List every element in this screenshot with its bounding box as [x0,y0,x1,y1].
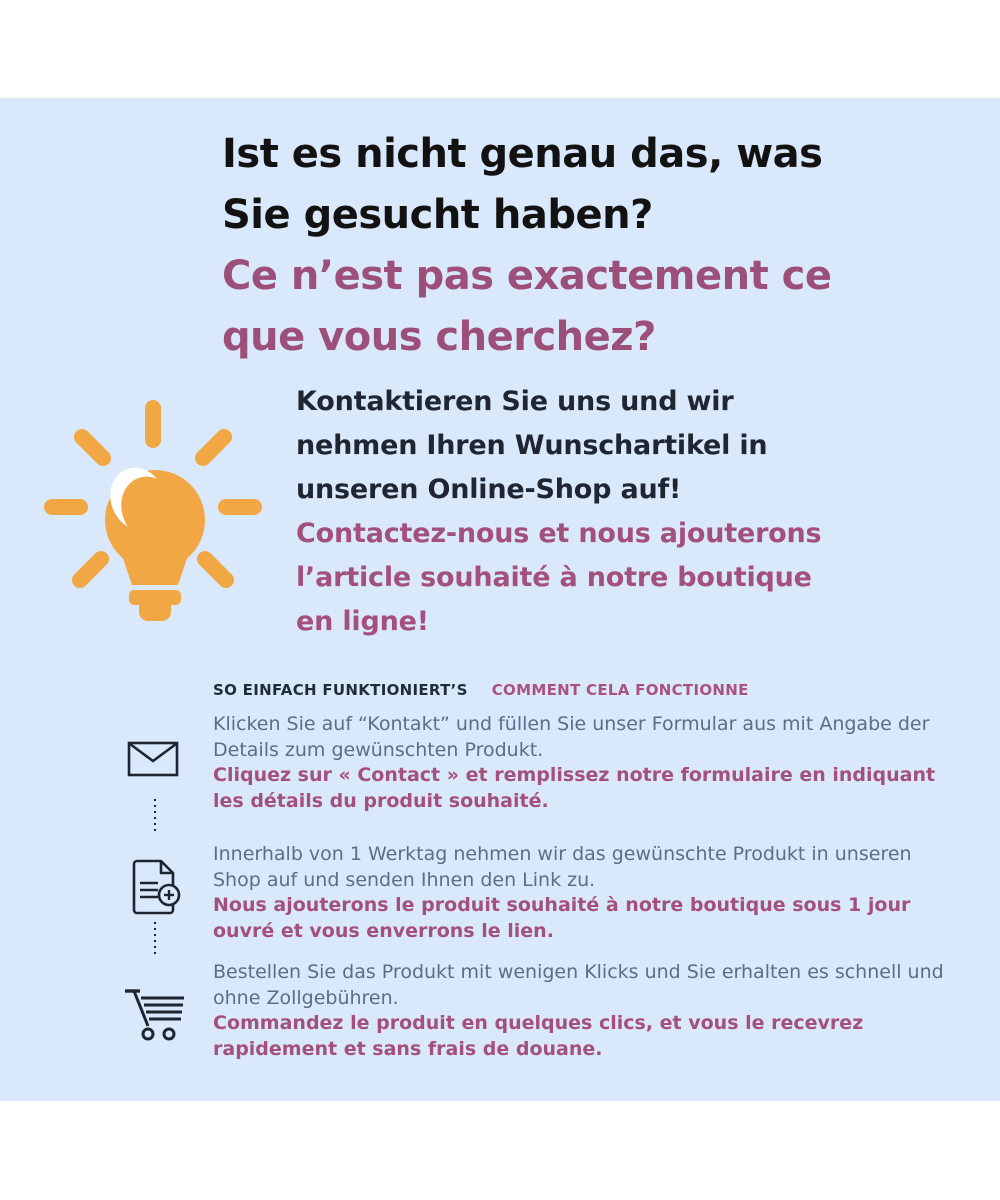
how-it-works-heading [213,681,749,699]
heading-de: SO EINFACH FUNKTIONIERT’S [213,681,468,699]
step-2-text-de: Innerhalb von 1 Werktag nehmen wir das gewünschte Produkt in unseren Shop auf und senden Ihnen den Link zu. [213,843,912,891]
pitch-fr-line1: Contactez-nous et nous ajouterons [296,518,822,549]
headline-fr-line1: Ce n’est pas exactement ce [222,253,832,299]
step-1 [213,712,961,814]
step-3-text-fr: Commandez le produit en quelques clics, et vous le recevrez rapidement et sans frais de douane. [213,1012,864,1060]
step-2 [213,842,961,944]
step-1-text-fr: Cliquez sur « Contact » et remplissez notre formulaire en indiquant les détails du produit souhaité. [213,764,936,812]
headline [222,124,831,368]
step-3-text-de: Bestellen Sie das Produkt mit wenigen Klicks und Sie erhalten es schnell und ohne Zollgebühren. [213,961,944,1009]
headline-fr-line2: que vous cherchez? [222,314,656,360]
cart-icon [121,983,187,1041]
dotted-connector [154,799,156,835]
pitch-fr-line3: en ligne! [296,606,429,637]
step-3 [213,960,961,1062]
heading-fr: COMMENT CELA FONCTIONNE [491,681,749,699]
pitch-text [296,380,821,644]
pitch-de-line2: nehmen Ihren Wunschartikel in [296,430,768,461]
envelope-icon [127,740,179,780]
lightbulb-icon [42,396,264,626]
document-add-icon [127,858,183,916]
pitch-de-line1: Kontaktieren Sie uns und wir [296,386,734,417]
headline-de-line2: Sie gesucht haben? [222,192,653,238]
step-2-text-fr: Nous ajouterons le produit souhaité à notre boutique sous 1 jour ouvré et vous enverrons le lien. [213,894,911,942]
dotted-connector [154,922,156,958]
pitch-de-line3: unseren Online-Shop auf! [296,474,682,505]
headline-de-line1: Ist es nicht genau das, was [222,131,823,177]
pitch-fr-line2: l’article souhaité à notre boutique [296,562,812,593]
step-1-text-de: Klicken Sie auf “Kontakt” und füllen Sie unser Formular aus mit Angabe der Details zum gewünschten Produkt. [213,713,930,761]
